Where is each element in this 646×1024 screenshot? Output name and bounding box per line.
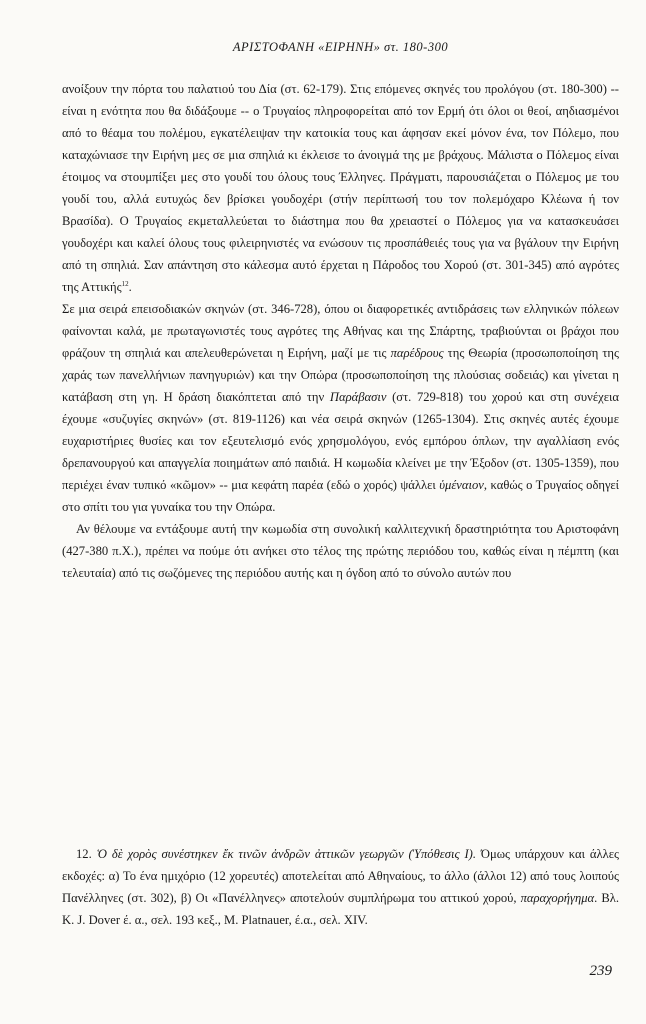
page-number: 239: [589, 963, 612, 979]
paragraph-2-text-c: (στ. 729-818) του χορού και στη συνέχεια έχουμε «συζυγίες σκηνών» (στ. 819-1126) και νέα σειρά σκηνών (1265-1304). Στις σκηνές αυτές έχουμε ευχαριστήριες θυσίες και τον εξευτελισμό ενός χρησμολόγου, ενός εμπόρου όπλων, την αγαλλίαση ενός δρεπανουργού και απαγγελία ποιημάτων από παιδιά. Η κωμωδία κλείνει με την Έξοδον (στ. 1305-1359), που περιέχει έναν τυπικό «κῶμον» -- μια κεφάτη παρέα (εδώ ο χορός) ψάλλει: [62, 390, 620, 492]
paragraph-2: [62, 298, 619, 518]
footnote-italic-term: παραχορήγημα: [520, 891, 595, 905]
footnote-text-a: Όμως υπάρχουν και άλλες εκδοχές: α) Το ένα ημιχόριο (12 χορευτές) αποτελείται από Αθηναίους, το άλλο (άλλοι 12) από τους λοιπούς Πανέλληνες (στ. 302), β) Οι «Πανέλληνες» αποτελούν συμπλήρωμα του αττικού χορού,: [62, 847, 619, 905]
paragraph-1-end: .: [128, 280, 132, 294]
paragraph-2-italic-hymenaion: ὑμέναιον: [439, 478, 484, 492]
paragraph-2-text-d: , καθώς ο Τρυγαίος οδηγεί στο σπίτι του για γυναίκα του την Οπώρα.: [62, 478, 619, 514]
paragraph-3: Αν θέλουμε να εντάξουμε αυτή την κωμωδία στη συνολική καλλιτεχνική δραστηριότητα του Αριστοφάνη (427-380 π.Χ.), πρέπει να πούμε ότι ανήκει στο τέλος της πρώτης περιόδου του, καθώς είναι η πέμπτη (και τελευταία) από τις σωζόμενες της περιόδου αυτής και η όγδοη από το σύνολο αυτών που: [62, 522, 619, 580]
page: [62, 40, 619, 584]
paragraph-2-italic-paredrous: παρέδρους: [390, 346, 444, 360]
main-text: [62, 78, 619, 584]
footnote-quote: Ὁ δὲ χορὸς συνέστηκεν ἔκ τινῶν ἀνδρῶν ἀττικῶν γεωργῶν (Ὑπόθεσις I).: [96, 847, 476, 861]
paragraph-2-text-b: της Θεωρία (προσωποποίηση της χαράς των πανελλήνιων πανηγυριών) και την Οπώρα (προσωποποίηση της πλούσιας σοδειάς) και γίνεται η κατάβαση στη γη. Η δράση διακόπτεται από την: [62, 346, 619, 404]
footnote-number: 12.: [76, 847, 97, 861]
running-header: ΑΡΙΣΤΟΦΑΝΗ «ΕΙΡΗΝΗ» στ. 180-300: [232, 40, 449, 54]
footnote-text-b: . Βλ. K. J. Dover έ. α., σελ. 193 κεξ., M. Platnauer, έ.α., σελ. XIV.: [62, 891, 620, 927]
paragraph-2-text-a: Σε μια σειρά επεισοδιακών σκηνών (στ. 346-728), όπου οι διαφορετικές αντιδράσεις των ελληνικών πόλεων φαίνονται καλά, με πρωταγωνιστές τους αγρότες της Αθήνας και της Σπάρτης, τραβιούνται οι βράχοι που φράζουν τη σπηλιά και απελευθερώνεται η Ειρήνη, μαζί με τις: [62, 302, 619, 360]
paragraph-2-italic-parabasin: Παράβασιν: [329, 390, 387, 404]
footnote-12: [62, 843, 619, 931]
footnote-ref-12: 12: [121, 279, 129, 288]
paragraph-1: [62, 78, 619, 298]
paragraph-1-text: ανοίξουν την πόρτα του παλατιού του Δία (στ. 62-179). Στις επόμενες σκηνές του προλόγου (στ. 180-300) -- είναι η ενότητα που θα διδάξουμε -- ο Τρυγαίος πληροφορείται από τον Ερμή ότι όλοι οι θεοί, αηδιασμένοι από το θέαμα του πολέμου, εγκατέλειψαν την κατοικία τους και άφησαν εκεί μόνον ένα, τον Πόλεμο, που καταχώνιασε την Ειρήνη μες σε μια σπηλιά κι έκλεισε το άνοιγμά της με βράχους. Μάλιστα ο Πόλεμος είναι έτοιμος να στουμπίξει μες στο γουδί του όλους τους Έλληνες. Πράγματι, παρουσιάζεται ο Πόλεμος με του γουδί του, αλλά ευτυχώς δεν βρίσκει γουδοχέρι (στήν περίπτωσή του τον πολεμόχαρο Κλέωνα ή τον Βρασίδα). Ο Τρυγαίος εκμεταλλεύεται το διάστημα που θα χρειαστεί ο Πόλεμος για να κατασκευάσει γουδοχέρι και καλεί όλους τους φιλειρηνιστές να ενώσουν τις προσπάθειές τους για να βγάλουν την Ειρήνη από τη σπηλιά. Σαν απάντηση στο κάλεσμα αυτό έρχεται η Πάροδος του Χορού (στ. 301-345) από αγρότες της Αττικής: [62, 82, 619, 294]
